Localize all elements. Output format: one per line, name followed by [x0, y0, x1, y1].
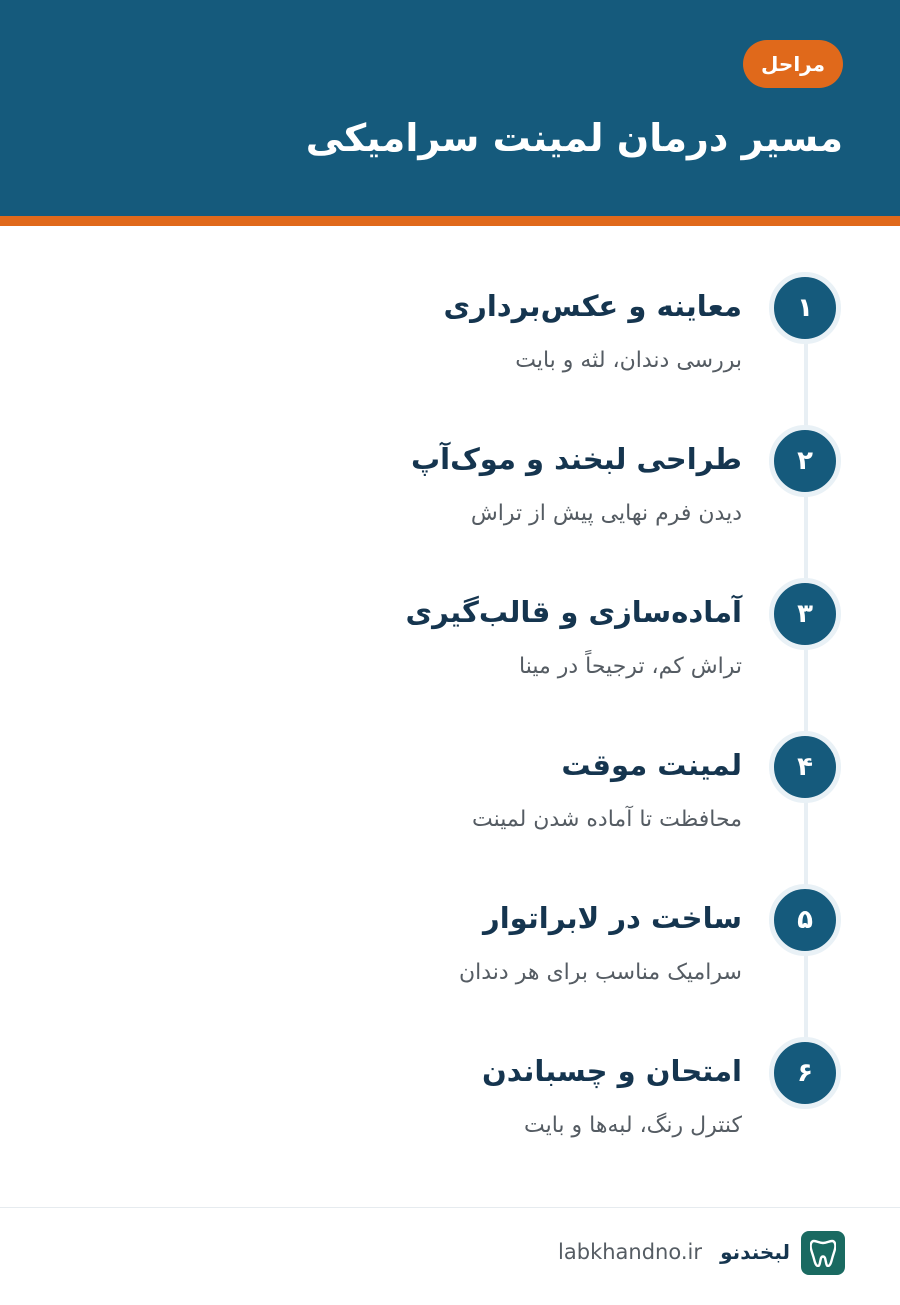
- step-number-badge: ۱: [769, 272, 841, 344]
- step-number-badge: ۶: [769, 1037, 841, 1109]
- page-title: مسیر درمان لمینت سرامیکی: [305, 116, 843, 160]
- step-description: کنترل رنگ، لبه‌ها و بایت: [523, 1113, 742, 1138]
- footer-divider: [0, 1207, 900, 1208]
- brand-url[interactable]: labkhandno.ir: [558, 1240, 702, 1264]
- step-number-badge: ۳: [769, 578, 841, 650]
- step-number-badge: ۴: [769, 731, 841, 803]
- step-title: معاینه و عکس‌برداری: [443, 289, 742, 323]
- header: [0, 0, 900, 216]
- step-title: طراحی لبخند و موک‌آپ: [411, 442, 742, 476]
- step-description: بررسی دندان، لثه و بایت: [515, 348, 742, 373]
- brand-logo: [801, 1231, 845, 1275]
- step-number-badge: ۲: [769, 425, 841, 497]
- step-description: دیدن فرم نهایی پیش از تراش: [470, 501, 742, 526]
- step-number-badge: ۵: [769, 884, 841, 956]
- section-badge: مراحل: [743, 40, 843, 88]
- step-title: آماده‌سازی و قالب‌گیری: [405, 595, 742, 629]
- step-description: محافظت تا آماده شدن لمینت: [471, 807, 742, 832]
- step-title: لمینت موقت: [561, 748, 742, 782]
- tooth-icon: [810, 1239, 836, 1267]
- header-accent-stripe: [0, 216, 900, 226]
- step-title: ساخت در لابراتوار: [483, 901, 742, 935]
- step-description: سرامیک مناسب برای هر دندان: [458, 960, 742, 985]
- brand-name: لبخندنو: [720, 1240, 790, 1264]
- step-title: امتحان و چسباندن: [481, 1054, 742, 1088]
- step-description: تراش کم، ترجیحاً در مینا: [518, 654, 742, 679]
